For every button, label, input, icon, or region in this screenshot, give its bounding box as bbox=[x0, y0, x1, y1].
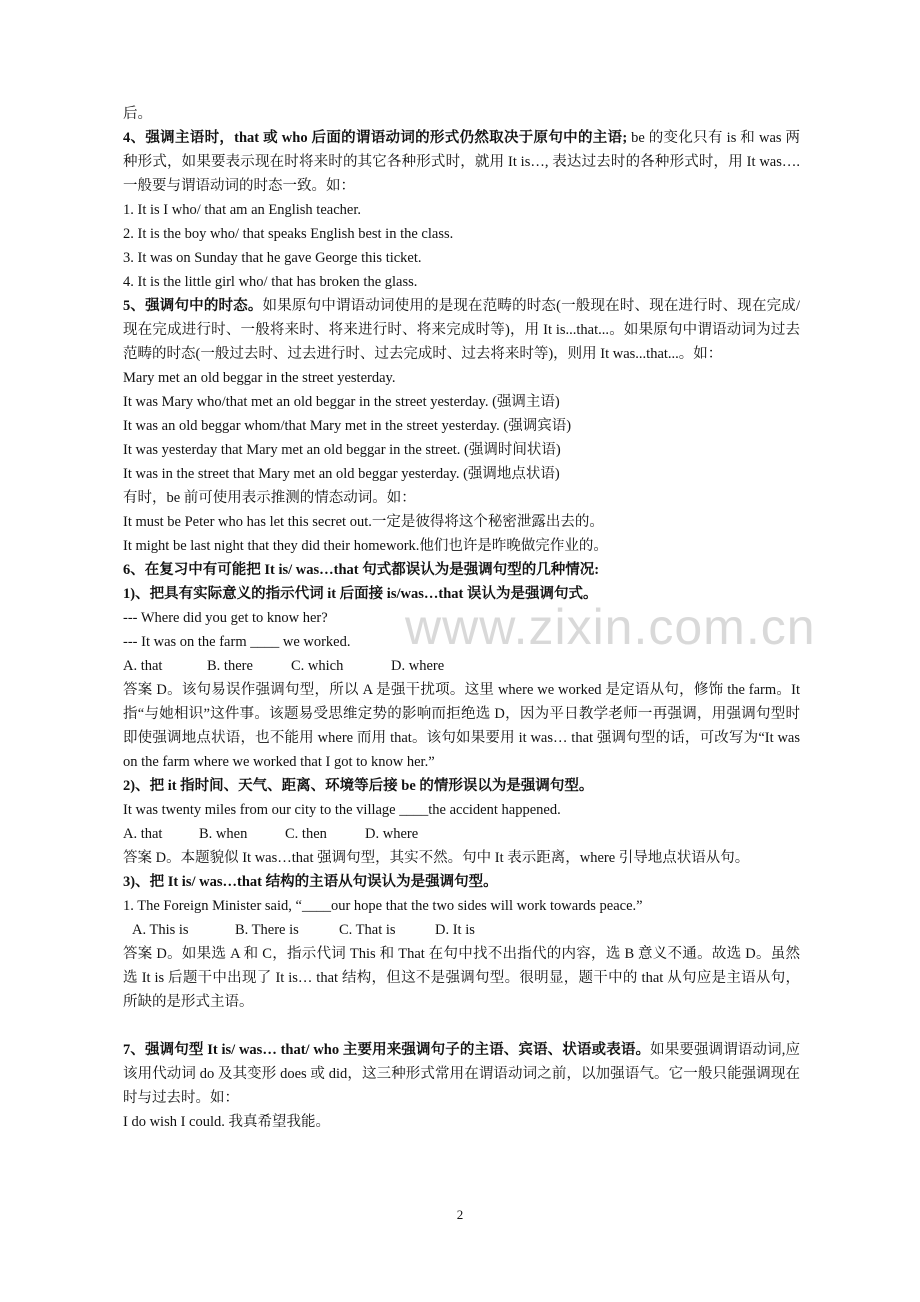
question-line: --- It was on the farm ____ we worked. bbox=[123, 634, 351, 650]
option-a: A. that bbox=[123, 658, 163, 674]
example-line: It might be last night that they did their homework.他们也许是昨晚做完作业的。 bbox=[123, 538, 608, 554]
example-line: 3. It was on Sunday that he gave George this ticket. bbox=[123, 250, 422, 266]
options-row bbox=[123, 918, 800, 942]
answer-paragraph: 答案 D。本题貌似 It was…that 强调句型，其实不然。句中 It 表示距离，where 引导地点状语从句。 bbox=[123, 850, 750, 866]
answer-paragraph: 答案 D。如果选 A 和 C，指示代词 This 和 That 在句中找不出指代的内容，选 B 意义不通。故选 D。虽然选 It is 后题干中出现了 It is… that 结构，但这不是强调句型。很明显，题干中的 that 从句应是主语从句，所缺的是形式主语。 bbox=[123, 946, 800, 1010]
line-continuation: 后。 bbox=[123, 106, 152, 122]
example-line: It was an old beggar whom/that Mary met in the street yesterday. (强调宾语) bbox=[123, 418, 572, 434]
example-line: It was in the street that Mary met an old beggar yesterday. (强调地点状语) bbox=[123, 466, 560, 482]
option-d: D. where bbox=[365, 826, 419, 842]
options-row bbox=[123, 822, 800, 846]
option-b: B. there bbox=[207, 658, 253, 674]
example-line: 4. It is the little girl who/ that has broken the glass. bbox=[123, 274, 418, 290]
section-4-heading: 4、强调主语时，that 或 who 后面的谓语动词的形式仍然取决于原句中的主语; bbox=[123, 130, 628, 146]
subsection-6-2-heading: 2)、把 it 指时间、天气、距离、环境等后接 be 的情形误以为是强调句型。 bbox=[123, 778, 594, 794]
subsection-6-3-heading: 3)、把 It is/ was…that 结构的主语从句误认为是强调句型。 bbox=[123, 874, 498, 890]
subsection-6-1-heading: 1)、把具有实际意义的指示代词 it 后面接 is/was…that 误认为是强调句式。 bbox=[123, 586, 598, 602]
example-line: 2. It is the boy who/ that speaks English best in the class. bbox=[123, 226, 454, 242]
option-a: A. This is bbox=[132, 922, 189, 938]
question-line: --- Where did you get to know her? bbox=[123, 610, 328, 626]
section-7 bbox=[123, 1038, 800, 1110]
example-line: It must be Peter who has let this secret out.一定是彼得将这个秘密泄露出去的。 bbox=[123, 514, 604, 530]
page-number: 2 bbox=[456, 1207, 464, 1222]
watermark: www.zixin.com.cn bbox=[405, 599, 816, 655]
option-c: C. then bbox=[285, 826, 327, 842]
example-line: It was yesterday that Mary met an old beggar in the street. (强调时间状语) bbox=[123, 442, 561, 458]
section-6-heading: 6、在复习中有可能把 It is/ was…that 句式都误认为是强调句型的几种情况: bbox=[123, 562, 600, 578]
note-line: 有时，be 前可使用表示推测的情态动词。如： bbox=[123, 490, 416, 506]
example-line: I do wish I could. 我真希望我能。 bbox=[123, 1114, 331, 1130]
option-b: B. There is bbox=[235, 922, 299, 938]
example-line: It was Mary who/that met an old beggar in the street yesterday. (强调主语) bbox=[123, 394, 560, 410]
option-a: A. that bbox=[123, 826, 163, 842]
question-line: 1. The Foreign Minister said, “____our hope that the two sides will work towards peace.” bbox=[123, 898, 643, 914]
question-line: It was twenty miles from our city to the village ____the accident happened. bbox=[123, 802, 561, 818]
option-d: D. It is bbox=[435, 922, 475, 938]
options-row bbox=[123, 654, 800, 678]
section-5-text: 如果原句中谓语动词使用的是现在范畴的时态(一般现在时、现在进行时、现在完成/现在完成进行时、一般将来时、将来进行时、将来完成时等)，用 It is...that...。如果原句中谓语动词为过去范畴的时态(一般过去时、过去进行时、过去完成时、过去将来时等)，则用 It was...that...。如： bbox=[123, 298, 801, 362]
section-7-text: 如果要强调谓语动词,应该用代动词 do 及其变形 does 或 did，这三种形式常用在谓语动词之前，以加强语气。它一般只能强调现在时与过去时。如： bbox=[123, 1042, 800, 1106]
option-b: B. when bbox=[199, 826, 248, 842]
section-7-heading: 7、强调句型 It is/ was… that/ who 主要用来强调句子的主语、宾语、状语或表语。 bbox=[123, 1042, 651, 1058]
option-d: D. where bbox=[391, 658, 445, 674]
section-5 bbox=[123, 294, 800, 366]
answer-paragraph: 答案 D。该句易误作强调句型，所以 A 是强干扰项。这里 where we worked 是定语从句，修饰 the farm。It 指“与她相识”这件事。该题易受思维定势的影响而拒绝选 D，因为平日教学老师一再强调，用强调句型时即使强调地点状语，也不能用 where 而用 that。该句如果要用 it was… that 强调句型的话，可改写为“It was on the farm where we worked that I got to know her.” bbox=[123, 682, 800, 770]
option-c: C. which bbox=[291, 658, 344, 674]
section-4 bbox=[123, 126, 800, 198]
option-c: C. That is bbox=[339, 922, 396, 938]
document-body bbox=[123, 102, 800, 1134]
blank-line bbox=[123, 1014, 800, 1038]
section-4-text: be 的变化只有 is 和 was 两种形式，如果要表示现在时将来时的其它各种形式时，就用 It is…, 表达过去时的各种形式时，用 It was….一般要与谓语动词的时态一致。如： bbox=[123, 130, 800, 194]
example-line: 1. It is I who/ that am an English teacher. bbox=[123, 202, 361, 218]
section-5-heading: 5、强调句中的时态。 bbox=[123, 298, 263, 314]
example-line: Mary met an old beggar in the street yesterday. bbox=[123, 370, 396, 386]
